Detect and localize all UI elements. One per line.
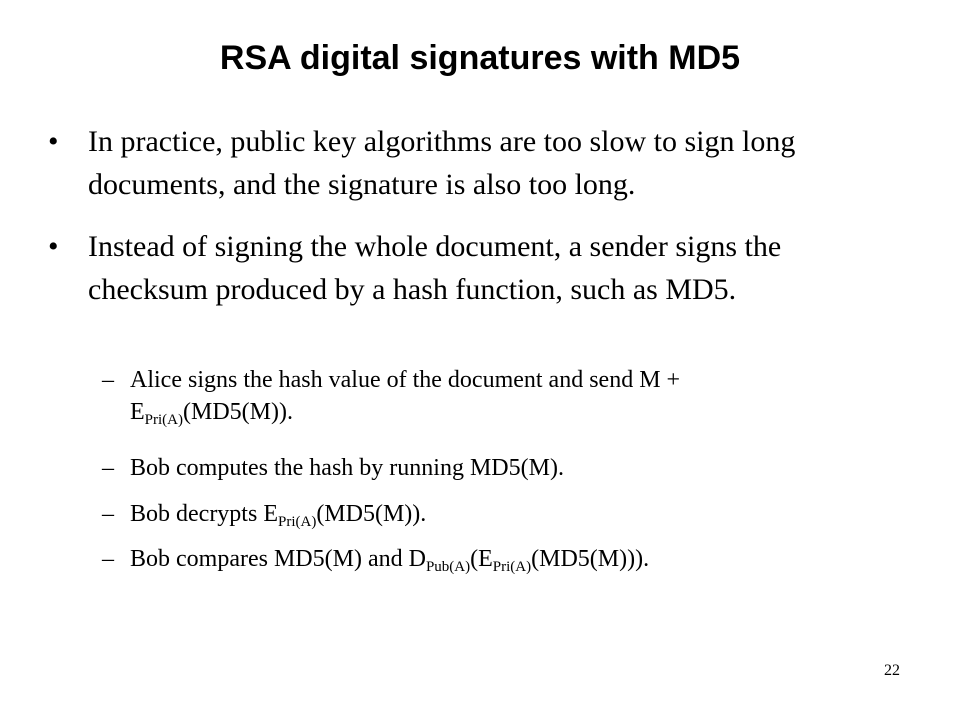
- bullet-marker: •: [48, 230, 59, 263]
- key-subscript: Pri(A): [277, 514, 317, 530]
- subbullet-pre: Bob decrypts E: [130, 501, 278, 527]
- subbullet-text: Bob computes the hash by running MD5(M).: [130, 455, 564, 481]
- bullet-text: In practice, public key algorithms are too slow to sign long documents, and the signature is also too long.: [88, 125, 796, 201]
- subbullet-text: [130, 543, 890, 575]
- subbullet-post: (MD5(M))).: [531, 546, 650, 572]
- subbullet-pre: Bob compares MD5(M) and D: [130, 546, 426, 572]
- subbullet-mid: (E: [470, 546, 493, 572]
- subbullet-text: [130, 498, 890, 530]
- page-number: 22: [884, 662, 900, 679]
- key-subscript: Pri(A): [144, 412, 183, 428]
- key-subscript: Pri(A): [492, 559, 532, 575]
- bullet-marker: •: [48, 125, 59, 158]
- dash-marker: –: [102, 455, 114, 481]
- subbullet-tail: (MD5(M)).: [183, 399, 293, 425]
- subbullet-text: [130, 364, 890, 428]
- dash-marker: –: [102, 501, 114, 527]
- encryption-symbol: E: [130, 399, 145, 425]
- subbullet-line: Alice signs the hash value of the document and send M +: [130, 367, 681, 393]
- dash-marker: –: [102, 367, 114, 393]
- key-subscript: Pub(A): [425, 559, 471, 575]
- slide-title: RSA digital signatures with MD5: [219, 39, 741, 77]
- dash-marker: –: [102, 546, 114, 572]
- subbullet-post: (MD5(M)).: [316, 501, 427, 527]
- bullet-text: Instead of signing the whole document, a sender signs the checksum produced by a hash function, such as MD5.: [88, 230, 782, 306]
